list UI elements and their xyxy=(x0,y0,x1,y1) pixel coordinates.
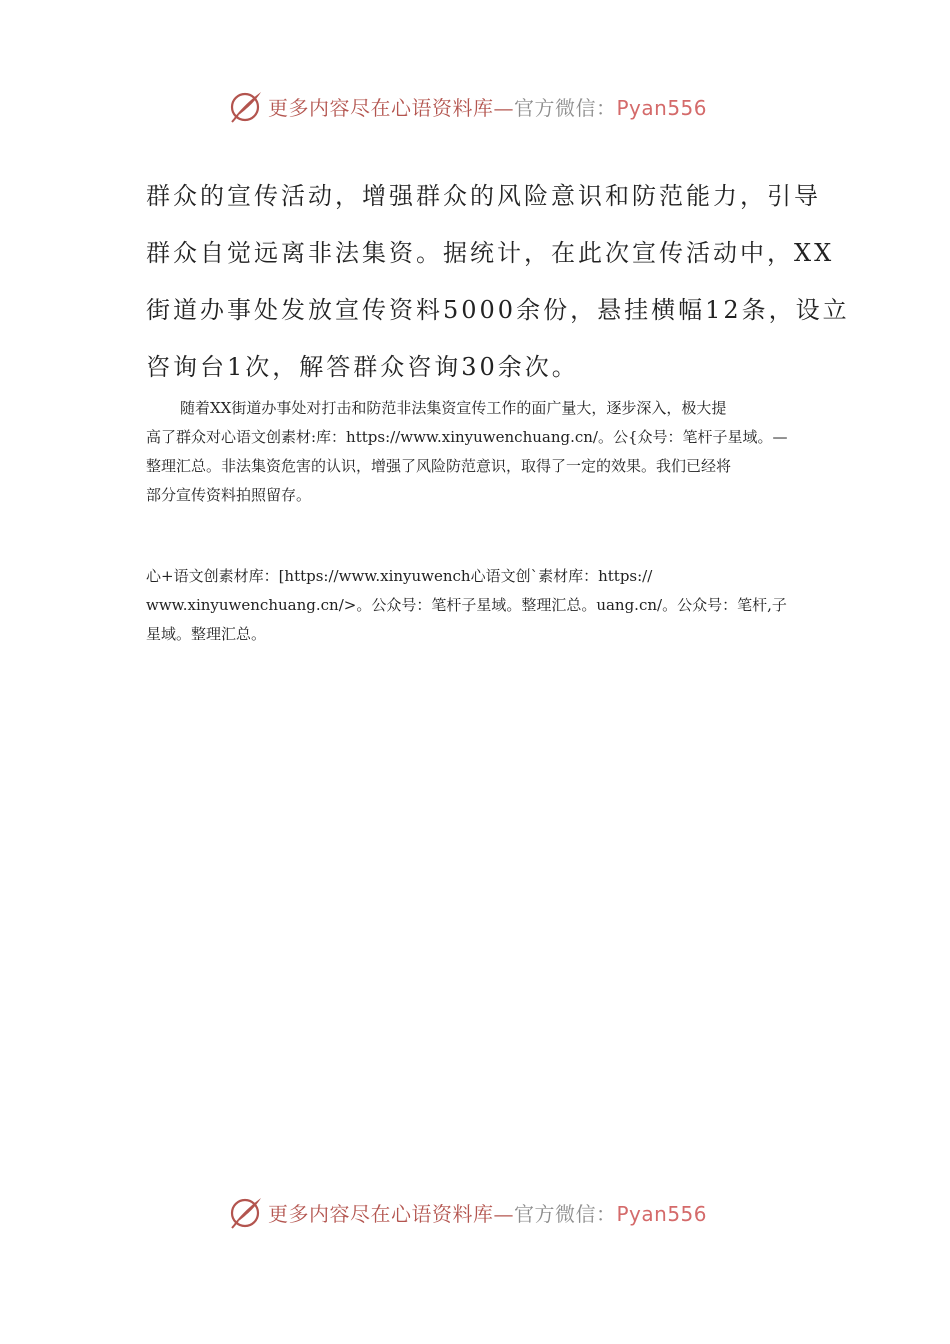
footer-banner xyxy=(228,1192,728,1232)
banner-wechat-label: 官方微信： xyxy=(514,1201,617,1226)
text-line: 咨询台1次，解答群众咨询30余次。 xyxy=(146,353,579,381)
text-line: 星域。整理汇总。 xyxy=(146,625,267,643)
text-line: 整理汇总。非法集资危害的认识，增强了风险防范意识，取得了一定的效果。我们已经将 xyxy=(146,457,732,475)
body-small-paragraph xyxy=(146,394,806,510)
banner-wechat-label: 官方微信： xyxy=(514,95,617,120)
quill-logo-icon xyxy=(228,88,264,124)
banner-main-text: 更多内容尽在心语资料库— xyxy=(268,1201,514,1226)
banner-wechat-id: Pyan556 xyxy=(616,95,708,120)
text-line: 群众的宣传活动，增强群众的风险意识和防范能力，引导 xyxy=(146,182,821,210)
banner-wechat-id: Pyan556 xyxy=(616,1201,708,1226)
text-line: 群众自觉远离非法集资。据统计，在此次宣传活动中，XX xyxy=(146,239,835,267)
text-line: 部分宣传资料拍照留存。 xyxy=(146,486,312,504)
footer-note xyxy=(146,562,806,649)
text-line: 随着XX街道办事处对打击和防范非法集资宣传工作的面广量大，逐步深入，极大提 xyxy=(180,399,727,417)
body-large-paragraph xyxy=(146,168,850,396)
text-line: 心+语文创素材库：[https://www.xinyuwench心语文创`素材库：https:// xyxy=(146,567,653,585)
banner-text xyxy=(268,1198,707,1227)
banner-main-text: 更多内容尽在心语资料库— xyxy=(268,95,514,120)
text-line: www.xinyuwenchuang.cn/>。公众号：笔杆子星域。整理汇总。uang.cn/。公众号：笔杆,子 xyxy=(146,596,787,614)
text-line: 高了群众对心语文创素材:库：https://www.xinyuwenchuang.cn/。公{众号：笔杆子星域。— xyxy=(146,428,788,446)
header-banner xyxy=(228,86,728,126)
banner-text xyxy=(268,92,707,121)
text-line: 街道办事处发放宣传资料5000余份，悬挂横幅12条，设立 xyxy=(146,296,850,324)
quill-logo-icon xyxy=(228,1194,264,1230)
